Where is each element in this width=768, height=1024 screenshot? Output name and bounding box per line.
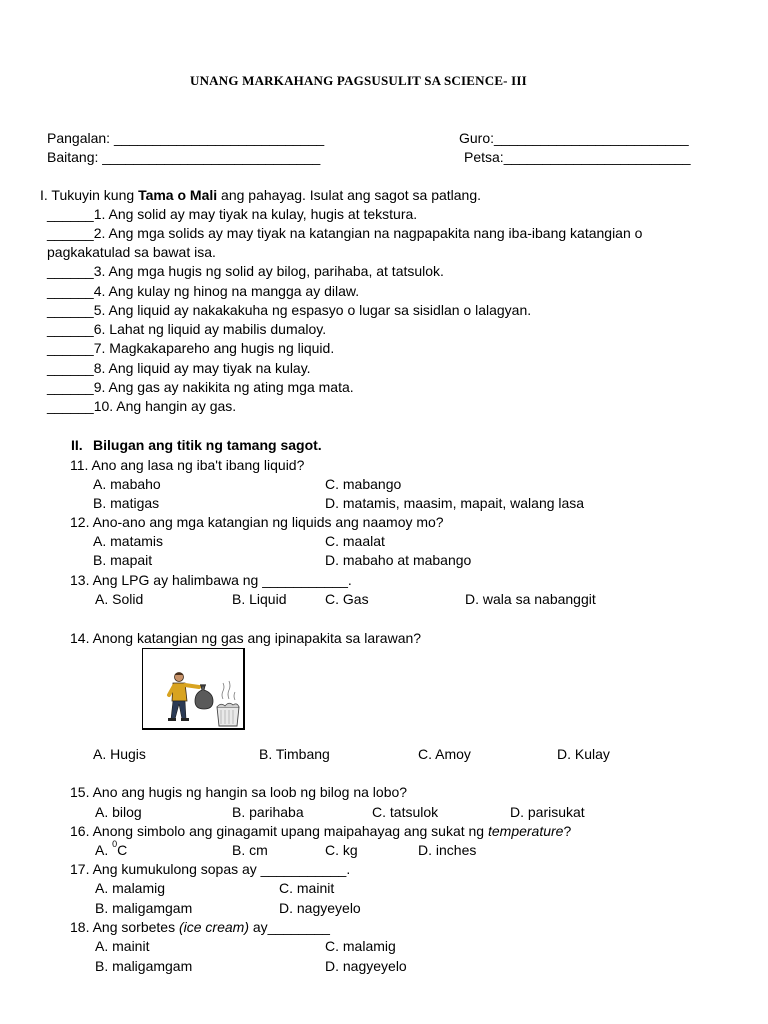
q16-choice-b[interactable]: B. cm: [232, 842, 268, 858]
tf-item-10: ______10. Ang hangin ay gas.: [47, 398, 237, 414]
tf-item-2-cont: pagkakatulad sa bawat isa.: [47, 244, 216, 260]
q18-end: ay________: [248, 919, 330, 935]
q13-choice-a[interactable]: A. Solid: [95, 591, 144, 607]
part1-instruction-bold: Tama o Mali: [138, 187, 218, 203]
q14-choice-b[interactable]: B. Timbang: [259, 746, 330, 762]
q18-text: 18. Ang sorbetes: [70, 919, 179, 935]
tf-item-5: ______5. Ang liquid ay nakakakuha ng espasyo o lugar sa sisidlan o lalagyan.: [47, 302, 532, 318]
gas-smell-illustration: [142, 648, 245, 730]
q16-text: 16. Anong simbolo ang ginagamit upang maipahayag ang sukat ng: [70, 823, 488, 839]
part2-num: II.: [71, 437, 83, 453]
tf-item-6: ______6. Lahat ng liquid ay mabilis dumaloy.: [47, 321, 327, 337]
part2-number: [71, 436, 83, 455]
q13-choice-d[interactable]: D. wala sa nabanggit: [465, 591, 596, 607]
question-16: [70, 822, 571, 841]
page-title: UNANG MARKAHANG PAGSUSULIT SA SCIENCE- III: [190, 73, 527, 88]
part1-instruction-pre: I. Tukuyin kung: [40, 187, 139, 203]
q12-choice-a[interactable]: A. matamis: [93, 533, 164, 549]
part2-heading: [93, 436, 322, 455]
question-14: 14. Anong katangian ng gas ang ipinapakita sa larawan?: [70, 630, 422, 646]
q16-end: ?: [563, 823, 572, 839]
q11-choice-d[interactable]: D. matamis, maasim, mapait, walang lasa: [325, 495, 585, 511]
part2-heading-text: Bilugan ang titik ng tamang sagot.: [93, 437, 322, 453]
q15-choice-a[interactable]: A. bilog: [95, 804, 142, 820]
q17-choice-d[interactable]: D. nagyeyelo: [279, 900, 361, 916]
q17-choice-b[interactable]: B. maligamgam: [95, 900, 193, 916]
q14-choice-a[interactable]: A. Hugis: [93, 746, 146, 762]
q16-choice-c[interactable]: C. kg: [325, 842, 358, 858]
q13-choice-c[interactable]: C. Gas: [325, 591, 369, 607]
q15-choice-c[interactable]: C. tatsulok: [372, 804, 439, 820]
q16-choice-a-unit: C: [117, 842, 128, 858]
tf-item-1: ______1. Ang solid ay may tiyak na kulay, hugis at tekstura.: [47, 206, 418, 222]
tf-item-7: ______7. Magkakapareho ang hugis ng liquid.: [47, 340, 335, 356]
q18-choice-a[interactable]: A. mainit: [95, 938, 150, 954]
question-11: 11. Ano ang lasa ng iba't ibang liquid?: [70, 457, 305, 473]
q16-choice-a-letter: A.: [95, 842, 113, 858]
q17-choice-c[interactable]: C. mainit: [279, 880, 335, 896]
tf-item-4: ______4. Ang kulay ng hinog na mangga ay dilaw.: [47, 283, 360, 299]
tf-item-3: ______3. Ang mga hugis ng solid ay bilog, parihaba, at tatsulok.: [47, 263, 444, 279]
part1-instruction: [40, 186, 481, 205]
tf-item-2: ______2. Ang mga solids ay may tiyak na katangian na nagpapakita nang iba-ibang katangian o: [47, 225, 643, 241]
q11-choice-a[interactable]: A. mabaho: [93, 476, 161, 492]
question-17: 17. Ang kumukulong sopas ay ___________.: [70, 861, 351, 877]
q17-choice-a[interactable]: A. malamig: [95, 880, 166, 896]
teacher-field[interactable]: Guro:_________________________: [459, 130, 689, 146]
question-13: 13. Ang LPG ay halimbawa ng ___________.: [70, 572, 352, 588]
question-15: 15. Ano ang hugis ng hangin sa loob ng bilog na lobo?: [70, 784, 408, 800]
tf-item-9: ______9. Ang gas ay nakikita ng ating mga mata.: [47, 379, 354, 395]
q12-choice-d[interactable]: D. mabaho at mabango: [325, 552, 472, 568]
question-12: 12. Ano-ano ang mga katangian ng liquids ang naamoy mo?: [70, 514, 444, 530]
question-18: [70, 918, 330, 937]
q12-choice-b[interactable]: B. mapait: [93, 552, 153, 568]
person-holding-garbage-bag-picture: [143, 649, 243, 728]
q15-choice-d[interactable]: D. parisukat: [510, 804, 585, 820]
date-field[interactable]: Petsa:________________________: [464, 149, 691, 165]
q12-choice-c[interactable]: C. maalat: [325, 533, 385, 549]
q15-choice-b[interactable]: B. parihaba: [232, 804, 304, 820]
q18-choice-c[interactable]: C. malamig: [325, 938, 396, 954]
q11-choice-b[interactable]: B. matigas: [93, 495, 160, 511]
q14-choice-c[interactable]: C. Amoy: [418, 746, 471, 762]
name-field[interactable]: Pangalan: ___________________________: [47, 130, 325, 146]
q18-choice-d[interactable]: D. nagyeyelo: [325, 958, 407, 974]
q16-emphasis: temperature: [487, 823, 564, 839]
q18-emphasis: (ice cream): [178, 919, 249, 935]
q16-choice-d[interactable]: D. inches: [418, 842, 477, 858]
grade-field[interactable]: Baitang: ____________________________: [47, 149, 321, 165]
q14-choice-d[interactable]: D. Kulay: [557, 746, 610, 762]
q11-choice-c[interactable]: C. mabango: [325, 476, 402, 492]
q16-choice-a[interactable]: [95, 841, 127, 860]
degree-symbol: 0: [112, 839, 118, 849]
q13-choice-b[interactable]: B. Liquid: [232, 591, 287, 607]
tf-item-8: ______8. Ang liquid ay may tiyak na kulay.: [47, 360, 311, 376]
q18-choice-b[interactable]: B. maligamgam: [95, 958, 193, 974]
part1-instruction-post: ang pahayag. Isulat ang sagot sa patlang.: [217, 187, 482, 203]
